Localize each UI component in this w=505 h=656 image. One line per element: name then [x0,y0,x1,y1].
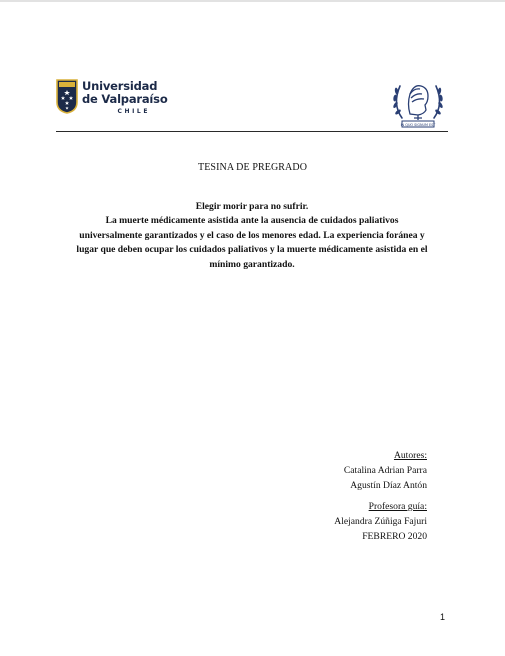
advisor-name: Alejandra Zúñiga Fajuri [334,516,427,528]
authors-label: Autores: [393,450,427,461]
advisor-block [334,499,427,545]
thesis-title [56,200,448,272]
university-name-line2: de Valparaíso [82,92,168,106]
thesis-title-line: universalmente garantizados y el caso de los menores edad. La experiencia foránea y [79,229,425,241]
page-top-edge [0,0,505,2]
university-wordmark [82,80,168,115]
thesis-title-line: La muerte médicamente asistida ante la ausencia de cuidados paliativos [105,215,399,227]
author-name: Catalina Adrian Parra [343,465,427,477]
laurel-head-emblem-icon [388,74,448,132]
faculty-emblem [388,74,448,132]
university-country: CHILE [117,108,151,115]
university-name-line1: Universidad [82,79,158,93]
advisor-label: Profesora guía: [368,501,427,512]
authors-block [344,448,427,494]
document-header [56,76,448,132]
thesis-title-line: lugar que deben ocupar los cuidados paliativos y la muerte médicamente asistida en el [76,244,428,256]
university-logo [56,78,168,118]
submission-date: FEBRERO 2020 [362,531,427,543]
header-rule [56,131,448,132]
page-number: 1 [440,612,446,622]
thesis-title-line: Elegir morir para no sufrir. [195,201,309,212]
emblem-motto: IN QUO SIGNUM EST [400,122,436,127]
thesis-title-line: mínimo garantizado. [209,258,295,270]
university-shield-icon [56,78,78,114]
author-name: Agustín Díaz Antón [350,480,427,492]
document-type: TESINA DE PREGRADO [197,162,308,173]
